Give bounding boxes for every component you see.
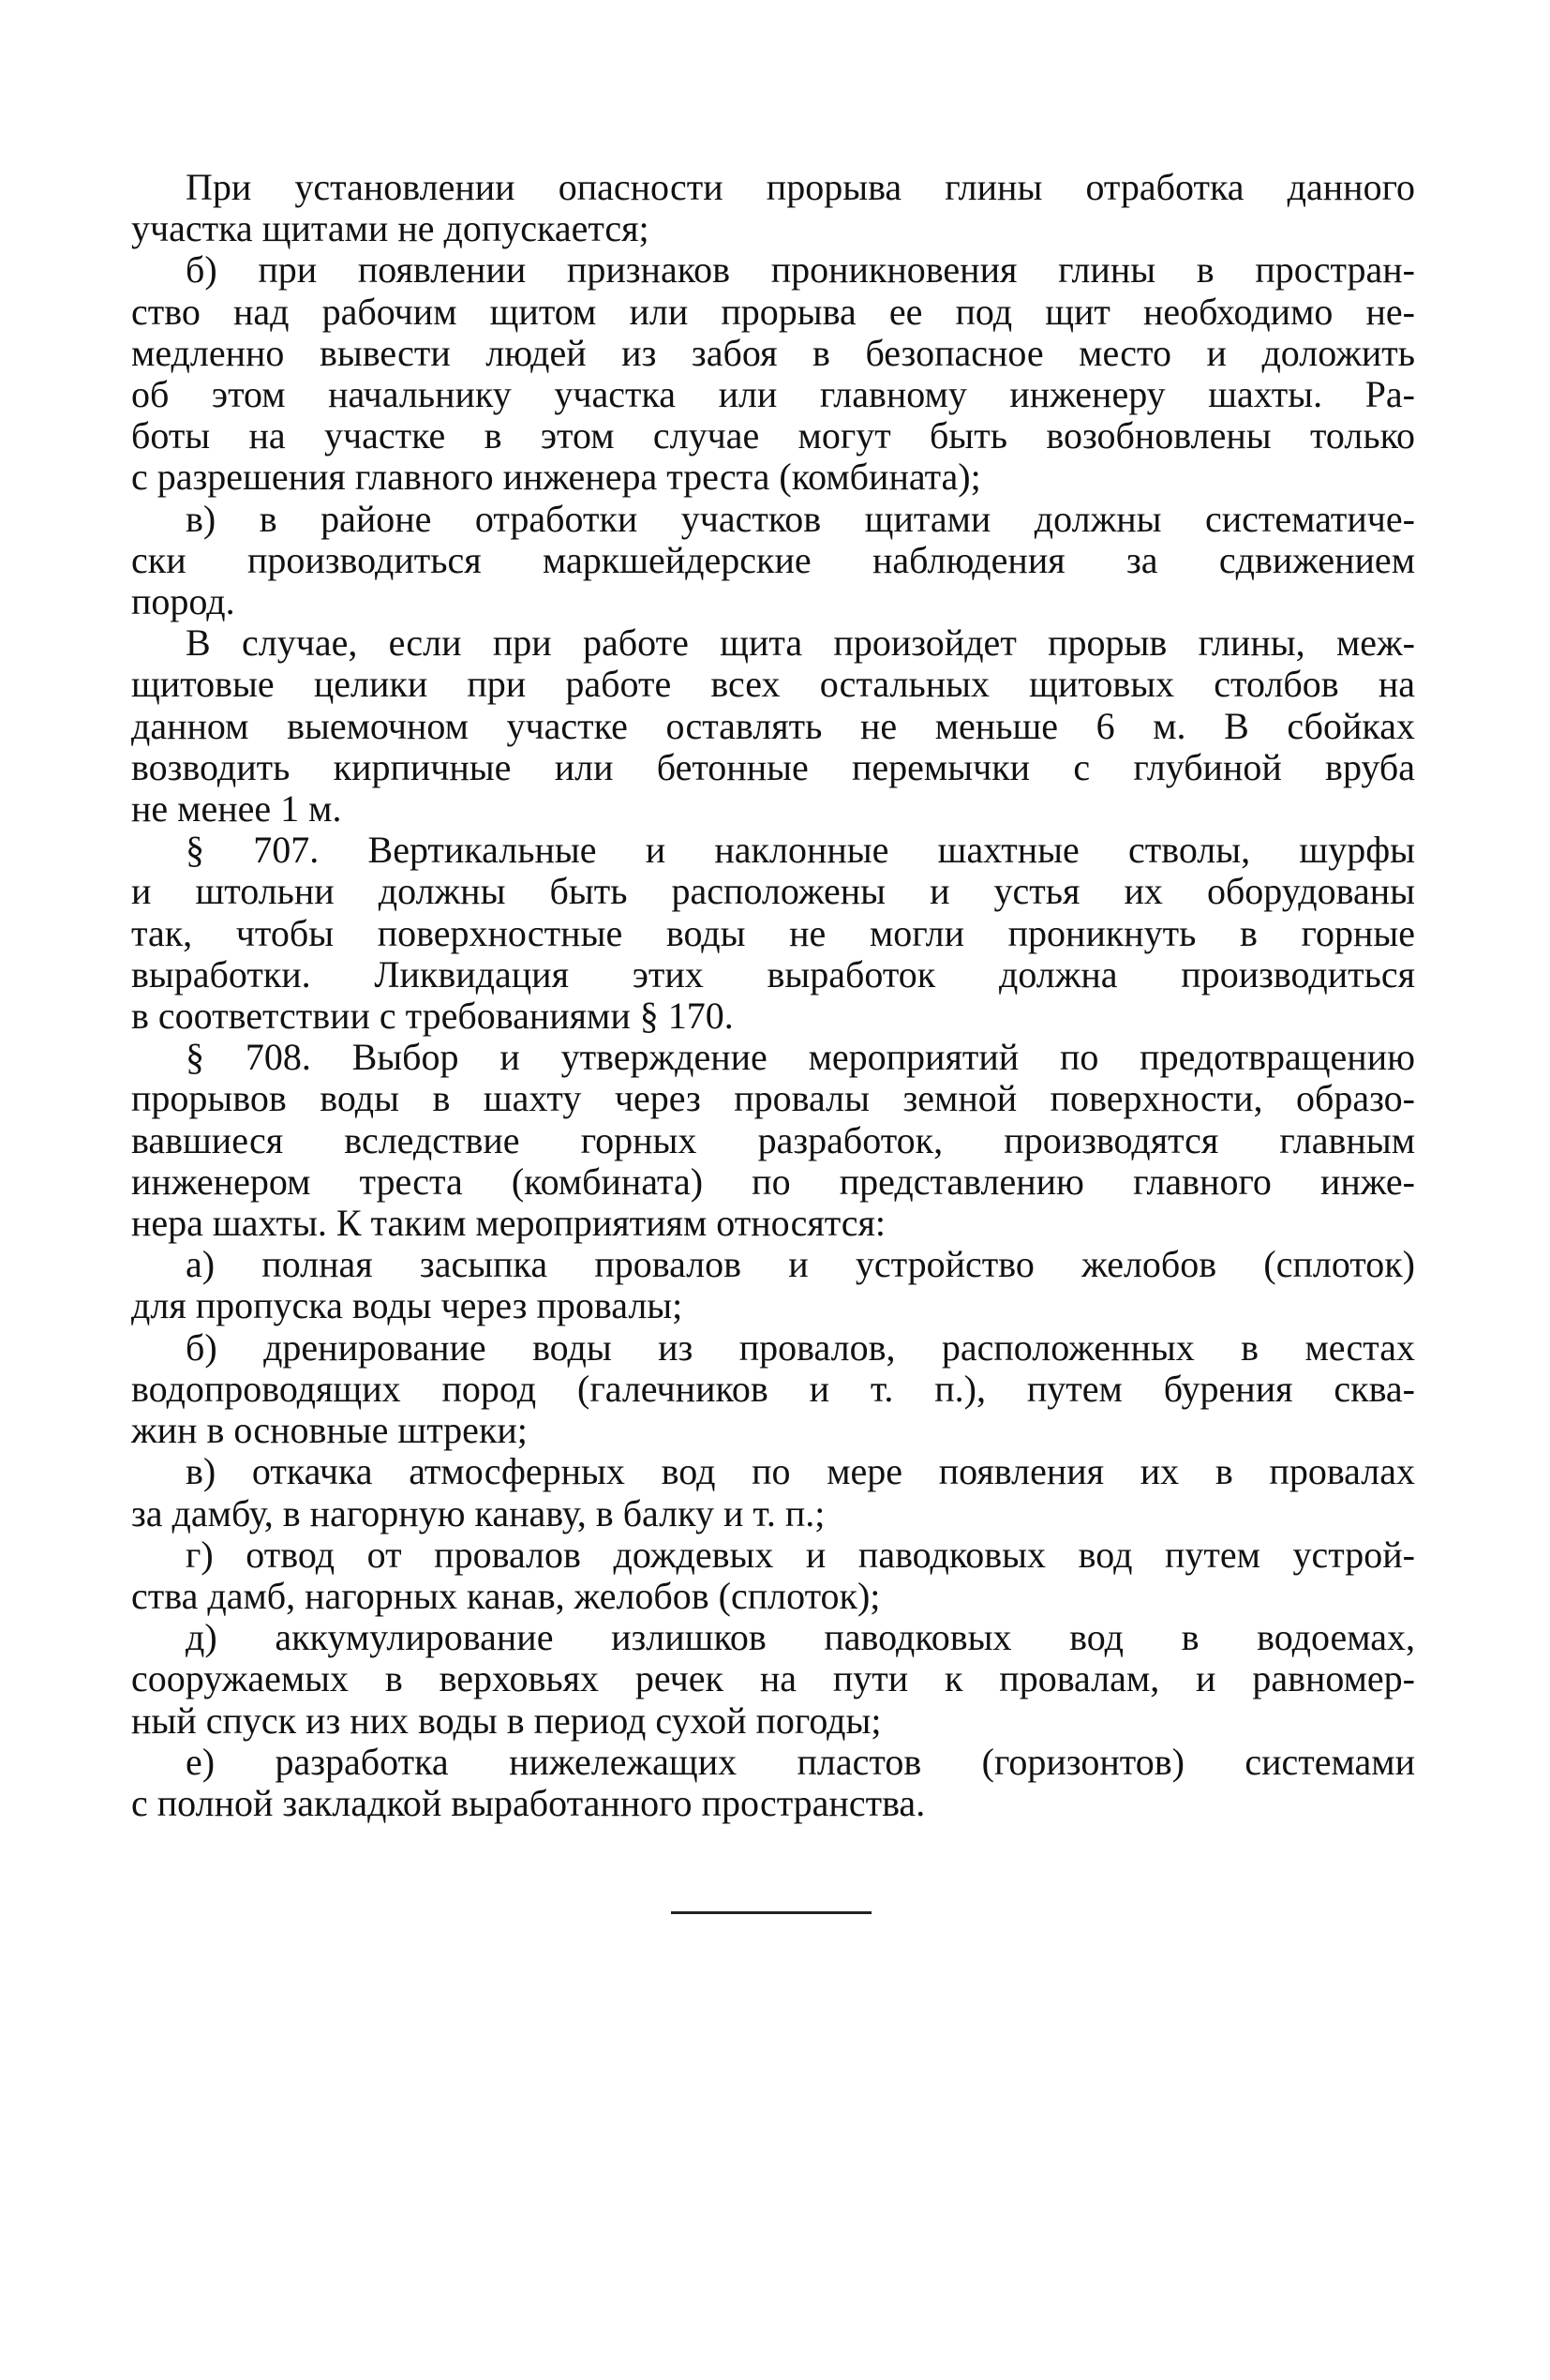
text-line: нера шахты. К таким мероприятиям относятся: [131,1202,886,1245]
paragraph-clay-breakthrough [131,622,1415,830]
paragraph-item-v-pump [131,1451,1415,1534]
text-line: с полной закладкой выработанного пространства. [131,1781,926,1824]
text-line: ный спуск из них воды в период сухой погоды; [131,1699,882,1742]
text-line: за дамбу, в нагорную канаву, в балку и т. п.; [131,1491,826,1534]
paragraph-item-d-accumulate [131,1617,1415,1742]
text-line: щитовые целики при работе всех остальных щитовых столбов на [131,663,1415,706]
text-line: ства дамб, нагорных канав, желобов (сплоток); [131,1574,881,1617]
text-line: данном выемочном участке оставлять не меньше 6 м. В сбойках [131,704,1415,747]
text-line: е) разработка нижележащих пластов (горизонтов) системами [186,1740,1415,1783]
text-line: медленно вывести людей из забоя в безопасное место и доложить [131,331,1415,374]
text-line: инженером треста (комбината) по представлению главного инже- [131,1160,1415,1203]
text-line: так, чтобы поверхностные воды не могли проникнуть в горные [131,911,1415,954]
text-line: б) при появлении признаков проникновения глины в простран- [186,248,1415,292]
text-line: с разрешения главного инженера треста (комбината); [131,456,981,499]
text-line: и штольни должны быть расположены и устья их оборудованы [131,870,1415,913]
document-page [131,167,1415,1824]
text-line: в) откачка атмосферных вод по мере появления их в провалах [186,1450,1415,1493]
end-divider [671,1911,872,1914]
text-line: ство над рабочим щитом или прорыва ее под щит необходимо не- [131,290,1415,333]
text-line: В случае, если при работе щита произойдет прорыв глины, меж- [186,621,1415,665]
paragraph-item-v-survey [131,499,1415,623]
text-line: При установлении опасности прорыва глины отработка данного [186,166,1415,208]
text-line: а) полная засыпка провалов и устройство желобов (сплоток) [186,1243,1415,1286]
text-line: участка щитами не допускается; [131,207,649,250]
text-line: пород. [131,580,235,623]
paragraph-item-g-divert [131,1534,1415,1617]
text-line: г) отвод от провалов дождевых и паводковых вод путем устрой- [186,1533,1415,1576]
text-line: д) аккумулирование излишков паводковых вод в водоемах, [186,1616,1415,1659]
paragraph-clay-intro [131,167,1415,249]
text-line: жин в основные штреки; [131,1409,528,1452]
text-line: боты на участке в этом случае могут быть возобновлены только [131,414,1415,457]
text-line: вавшиеся вследствие горных разработок, производятся главным [131,1118,1415,1161]
paragraph-item-a-fill [131,1244,1415,1326]
text-line: об этом начальнику участка или главному инженеру шахты. Ра- [131,373,1415,416]
text-line: для пропуска воды через провалы; [131,1284,683,1327]
paragraph-item-b-clay [131,249,1415,498]
text-line: ски производиться маркшейдерские наблюдения за сдвижением [131,538,1415,581]
text-line: не менее 1 м. [131,787,342,831]
text-line: прорывов воды в шахту через провалы земной поверхности, образо- [131,1077,1415,1120]
paragraph-section-708 [131,1037,1415,1244]
text-line: § 707. Вертикальные и наклонные шахтные стволы, шурфы [186,829,1415,872]
text-line: сооружаемых в верховьях речек на пути к провалам, и равномер- [131,1657,1415,1700]
text-line: возводить кирпичные или бетонные перемычки с глубиной вруба [131,745,1415,788]
text-line: выработки. Ликвидация этих выработок должна производиться [131,952,1415,995]
text-line: в) в районе отработки участков щитами должны систематиче- [186,497,1415,540]
text-line: в соответствии с требованиями § 170. [131,995,734,1038]
paragraph-item-e-mining [131,1742,1415,1824]
text-line: водопроводящих пород (галечников и т. п.), путем бурения сква- [131,1367,1415,1410]
paragraph-section-707 [131,830,1415,1037]
text-line: б) дренирование воды из провалов, расположенных в местах [186,1325,1415,1369]
text-line: § 708. Выбор и утверждение мероприятий по предотвращению [186,1036,1415,1079]
paragraph-item-b-drain [131,1327,1415,1452]
